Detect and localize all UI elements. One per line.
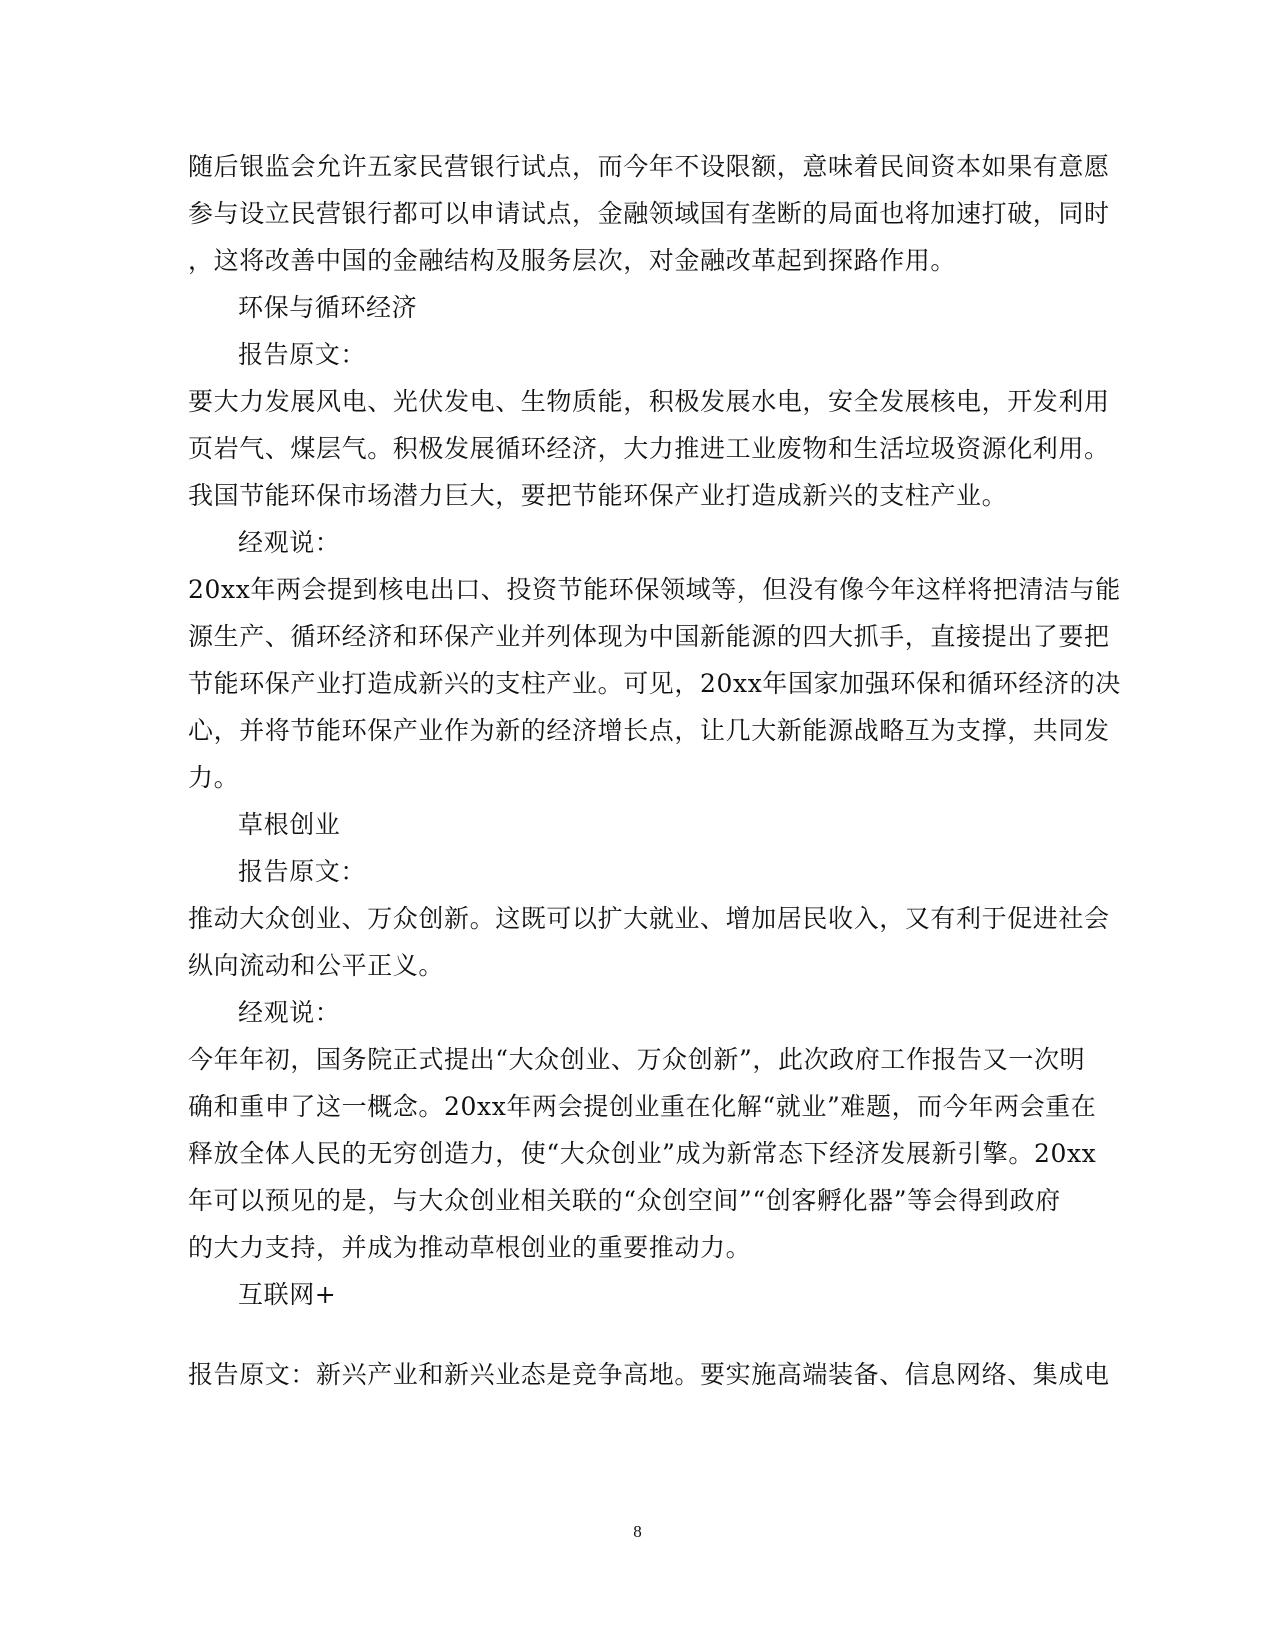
body-line: 纵向流动和公平正义。 (188, 951, 445, 980)
body-line: 力。 (188, 763, 240, 792)
body-line: 释放全体人民的无穷创造力，使“大众创业”成为新常态下经济发展新引擎。20xx (188, 1139, 1097, 1168)
body-line: 要大力发展风电、光伏发电、生物质能，积极发展水电，安全发展核电，开发利用 (188, 387, 1110, 416)
section-heading: 环保与循环经济 (238, 293, 418, 322)
section-heading: 草根创业 (238, 810, 341, 839)
body-line: 的大力支持，并成为推动草根创业的重要推动力。 (188, 1233, 752, 1262)
body-line: 参与设立民营银行都可以申请试点，金融领域国有垄断的局面也将加速打破，同时 (188, 199, 1110, 228)
page-number: 8 (633, 1522, 642, 1541)
section-heading: 互联网+ (238, 1280, 337, 1309)
body-line: 年可以预见的是，与大众创业相关联的“众创空间”“创客孵化器”等会得到政府 (188, 1186, 1061, 1215)
body-line: 报告原文：新兴产业和新兴业态是竞争高地。要实施高端装备、信息网络、集成电 (188, 1360, 1110, 1389)
body-line: 随后银监会允许五家民营银行试点，而今年不设限额，意味着民间资本如果有意愿 (188, 152, 1110, 181)
body-line: 20xx年两会提到核电出口、投资节能环保领域等，但没有像今年这样将把清洁与能 (188, 575, 1121, 604)
body-line: 页岩气、煤层气。积极发展循环经济，大力推进工业废物和生活垃圾资源化利用。 (188, 434, 1110, 463)
subheading: 经观说： (238, 528, 341, 557)
body-line: 我国节能环保市场潜力巨大，要把节能环保产业打造成新兴的支柱产业。 (188, 481, 1008, 510)
subheading: 报告原文： (238, 340, 367, 369)
subheading: 经观说： (238, 998, 341, 1027)
body-line: 节能环保产业打造成新兴的支柱产业。可见，20xx年国家加强环保和循环经济的决 (188, 669, 1121, 698)
body-line: ，这将改善中国的金融结构及服务层次，对金融改革起到探路作用。 (188, 246, 957, 275)
body-line: 心，并将节能环保产业作为新的经济增长点，让几大新能源战略互为支撑，共同发 (188, 716, 1110, 745)
body-line: 今年年初，国务院正式提出“大众创业、万众创新”，此次政府工作报告又一次明 (188, 1045, 1086, 1074)
body-line: 推动大众创业、万众创新。这既可以扩大就业、增加居民收入，又有利于促进社会 (188, 904, 1110, 933)
body-line: 源生产、循环经济和环保产业并列体现为中国新能源的四大抓手，直接提出了要把 (188, 622, 1110, 651)
subheading: 报告原文： (238, 857, 367, 886)
body-line: 确和重申了这一概念。20xx年两会提创业重在化解“就业”难题，而今年两会重在 (188, 1092, 1097, 1121)
